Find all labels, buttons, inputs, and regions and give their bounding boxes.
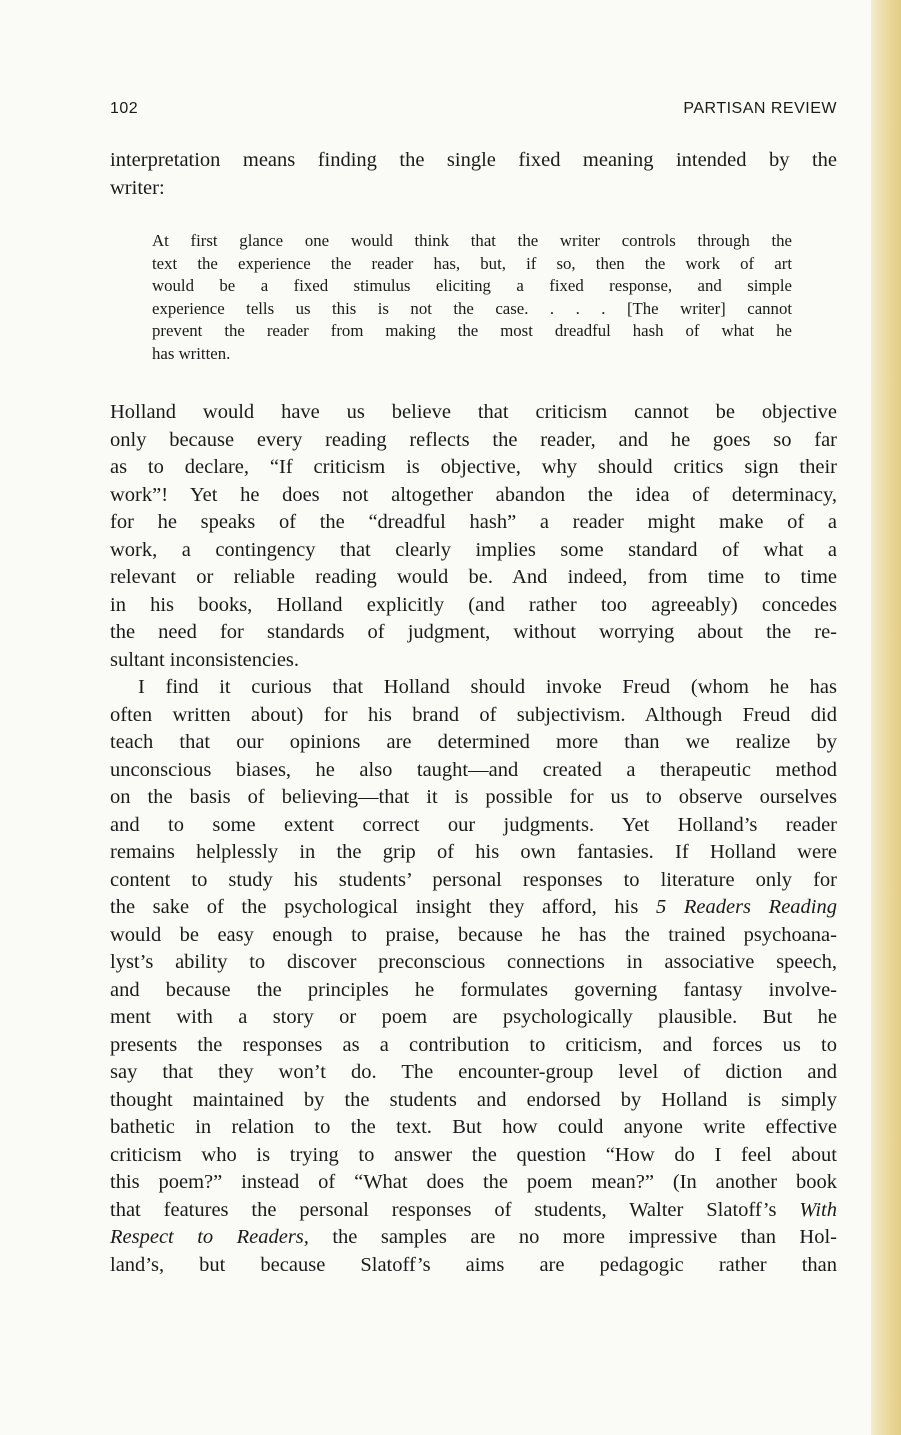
quote-line: At first glance one would think that the writer controls through the [152,231,792,250]
text-line: remains helplessly in the grip of his own fantasies. If Holland were [110,841,837,863]
paragraph-holland [110,399,837,674]
text-line: unconscious biases, he also taught—and created a therapeutic method [110,758,837,781]
text-run: the samples are no more impressive than Hol- [308,1226,837,1248]
page-edge [871,0,901,1435]
quote-line: prevent the reader from making the most dreadful hash of what he [152,321,792,341]
text-line: criticism who is trying to answer the question “How do I feel about [110,1143,837,1166]
text-line: teach that our opinions are determined more than we realize by [110,731,837,753]
text-line: as to declare, “If criticism is objective, why should critics sign their [110,456,837,478]
text-line: writer: [110,176,165,199]
text-line: land’s, but because Slatoff’s aims are pedagogic rather than [110,1253,837,1276]
quote-line: experience tells us this is not the case. . . . [The writer] cannot [152,298,792,318]
journal-title: PARTISAN REVIEW [683,100,837,117]
text-line: would be easy enough to praise, because he has the trained psychoana- [110,923,837,946]
book-title-5-readers-reading: 5 Readers Reading [655,896,837,918]
text-line: work, a contingency that clearly implies some standard of what a [110,538,837,561]
text-line: sultant inconsistencies. [110,648,300,671]
quote-line: would be a fixed stimulus eliciting a fixed response, and simple [152,276,792,296]
running-head [110,100,837,122]
book-title-with-respect-to-readers: With [799,1198,837,1221]
text-line: ment with a story or poem are psychologically plausible. But he [110,1006,837,1028]
quote-line: text the experience the reader has, but, if so, then the work of art [152,253,792,273]
text-line [110,1197,837,1225]
lead-paragraph [110,147,837,202]
text-line: and to some extent correct our judgments. Yet Holland’s reader [110,813,837,836]
text-line: work”! Yet he does not altogether abandon the idea of determinacy, [110,483,837,506]
text-line: the need for standards of judgment, without worrying about the re- [110,621,837,643]
text-line: I find it curious that Holland should invoke Freud (whom he has [138,676,837,698]
paragraph-freud [110,674,837,1279]
text-line: bathetic in relation to the text. But how could anyone write effective [110,1116,837,1138]
text-line: interpretation means finding the single fixed meaning intended by the [110,149,837,171]
text-run: the sake of the psychological insight they afford, his [110,896,656,918]
text-line: relevant or reliable reading would be. And indeed, from time to time [110,566,837,588]
text-line [110,894,837,922]
text-line: and because the principles he formulates governing fantasy involve- [110,978,837,1001]
page-number: 102 [110,100,139,117]
block-quote [152,230,792,366]
text-run: that features the personal responses of students, Walter Slatoff’s [110,1198,800,1221]
text-line: lyst’s ability to discover preconscious connections in associative speech, [110,951,837,973]
text-line [110,1224,837,1252]
text-line: this poem?” instead of “What does the poem mean?” (In another book [110,1171,837,1193]
text-line: in his books, Holland explicitly (and rather too agreeably) concedes [110,593,837,616]
book-title-with-respect-to-readers: Respect to Readers, [110,1226,309,1248]
text-line: often written about) for his brand of subjectivism. Although Freud did [110,703,837,726]
text-line: Holland would have us believe that criticism cannot be objective [110,401,837,423]
text-line: say that they won’t do. The encounter-group level of diction and [110,1061,837,1083]
text-line: presents the responses as a contribution to criticism, and forces us to [110,1033,837,1056]
text-line: only because every reading reflects the reader, and he goes so far [110,428,837,451]
text-line: on the basis of believing—that it is possible for us to observe ourselves [110,786,837,808]
text-line: for he speaks of the “dreadful hash” a reader might make of a [110,511,837,533]
quote-line: has written. [152,343,231,363]
text-line: content to study his students’ personal responses to literature only for [110,868,837,891]
text-line: thought maintained by the students and endorsed by Holland is simply [110,1088,837,1111]
